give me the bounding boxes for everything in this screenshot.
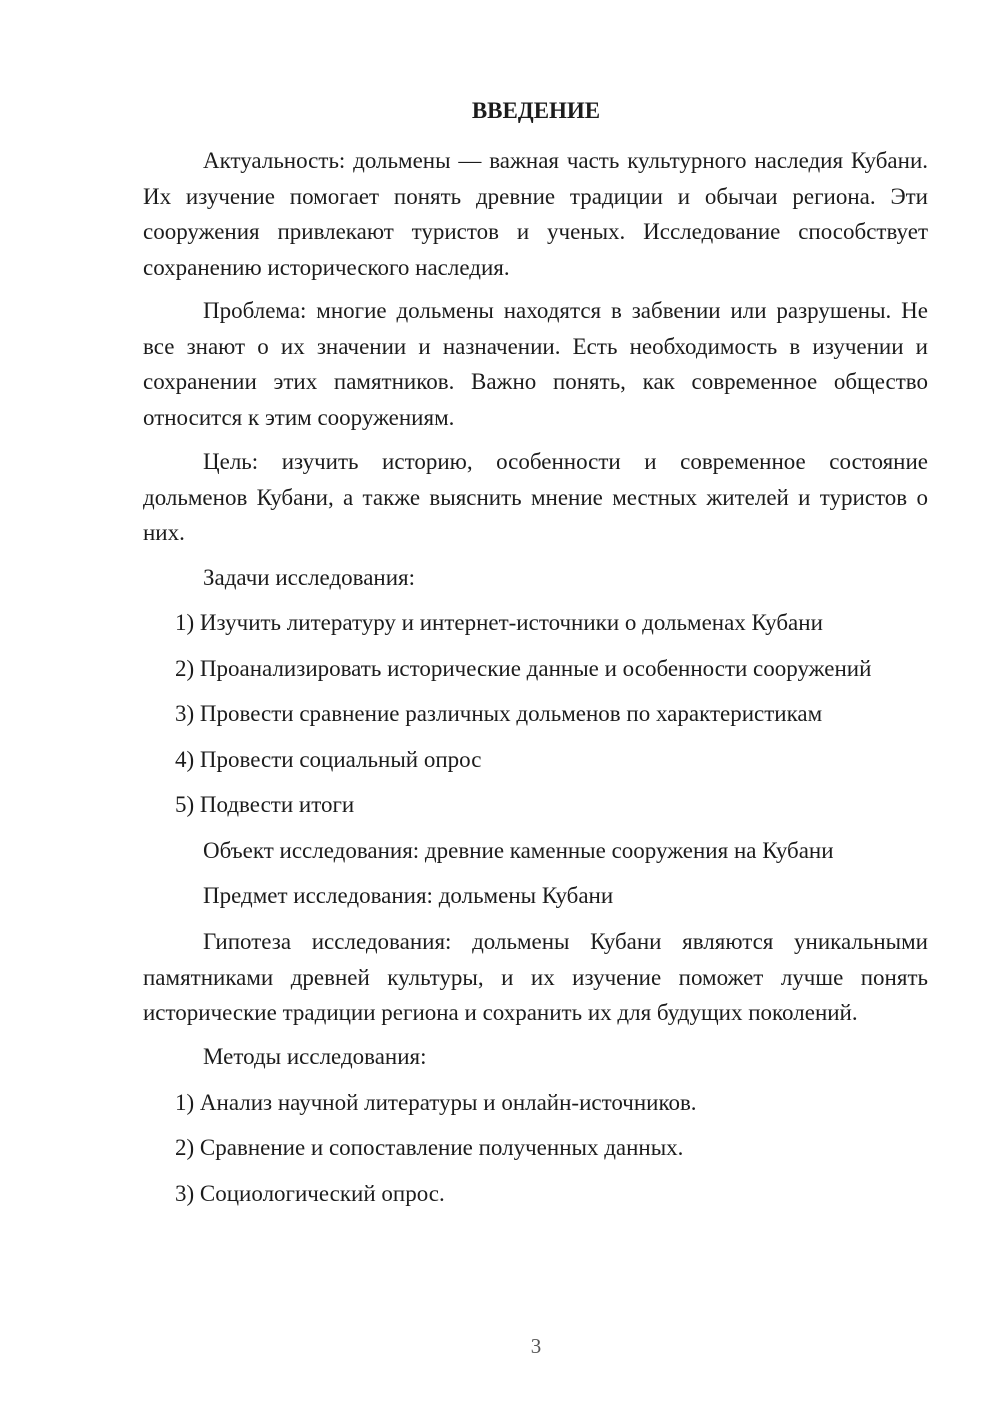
relevance-block bbox=[143, 143, 928, 285]
task-item: 5) Подвести итоги bbox=[175, 792, 355, 817]
task-item-1-block bbox=[143, 609, 928, 637]
method-item: 3) Социологический опрос. bbox=[175, 1181, 445, 1206]
methods-heading-block bbox=[143, 1043, 928, 1071]
task-item-2-block bbox=[143, 655, 928, 683]
task-item: 2) Проанализировать исторические данные и особенности сооружений bbox=[175, 656, 872, 681]
task-item-3-block bbox=[143, 700, 928, 728]
object-line: Объект исследования: древние каменные сооружения на Кубани bbox=[203, 838, 834, 863]
task-item: 4) Провести социальный опрос bbox=[175, 747, 482, 772]
goal-paragraph: Цель: изучить историю, особенности и современное состояние дольменов Кубани, а также выяснить мнение местных жителей и туристов о них. bbox=[143, 449, 928, 545]
task-item: 3) Провести сравнение различных дольменов по характеристикам bbox=[175, 701, 823, 726]
methods-heading: Методы исследования: bbox=[203, 1044, 427, 1069]
relevance-paragraph: Актуальность: дольмены — важная часть культурного наследия Кубани. Их изучение помогает понять древние традиции и обычаи региона. Эти сооружения привлекают туристов и ученых. Исследование способствует сохранению исторического наследия. bbox=[143, 148, 928, 280]
subject-block bbox=[143, 882, 928, 910]
tasks-heading-block bbox=[143, 564, 928, 592]
tasks-heading: Задачи исследования: bbox=[203, 565, 416, 590]
problem-paragraph: Проблема: многие дольмены находятся в забвении или разрушены. Не все знают о их значении и назначении. Есть необходимость в изучении и сохранении этих памятников. Важно понять, как современное общество относится к этим сооружениям. bbox=[143, 298, 928, 430]
object-block bbox=[143, 837, 928, 865]
task-item-4-block bbox=[143, 746, 928, 774]
hypothesis-paragraph: Гипотеза исследования: дольмены Кубани являются уникальными памятниками древней культуры, и их изучение поможет лучше понять исторические традиции региона и сохранить их для будущих поколений. bbox=[143, 929, 928, 1025]
method-item-3-block bbox=[143, 1180, 928, 1208]
method-item: 2) Сравнение и сопоставление полученных данных. bbox=[175, 1135, 684, 1160]
task-item: 1) Изучить литературу и интернет-источники о дольменах Кубани bbox=[175, 610, 823, 635]
hypothesis-block bbox=[143, 924, 928, 1031]
method-item-2-block bbox=[143, 1134, 928, 1162]
task-item-5-block bbox=[143, 791, 928, 819]
goal-block bbox=[143, 444, 928, 551]
page-number: 3 bbox=[530, 1334, 542, 1358]
method-item: 1) Анализ научной литературы и онлайн-источников. bbox=[175, 1090, 697, 1115]
subject-line: Предмет исследования: дольмены Кубани bbox=[203, 883, 614, 908]
method-item-1-block bbox=[143, 1089, 928, 1117]
page-title: ВВЕДЕНИЕ bbox=[471, 98, 601, 123]
problem-block bbox=[143, 293, 928, 435]
